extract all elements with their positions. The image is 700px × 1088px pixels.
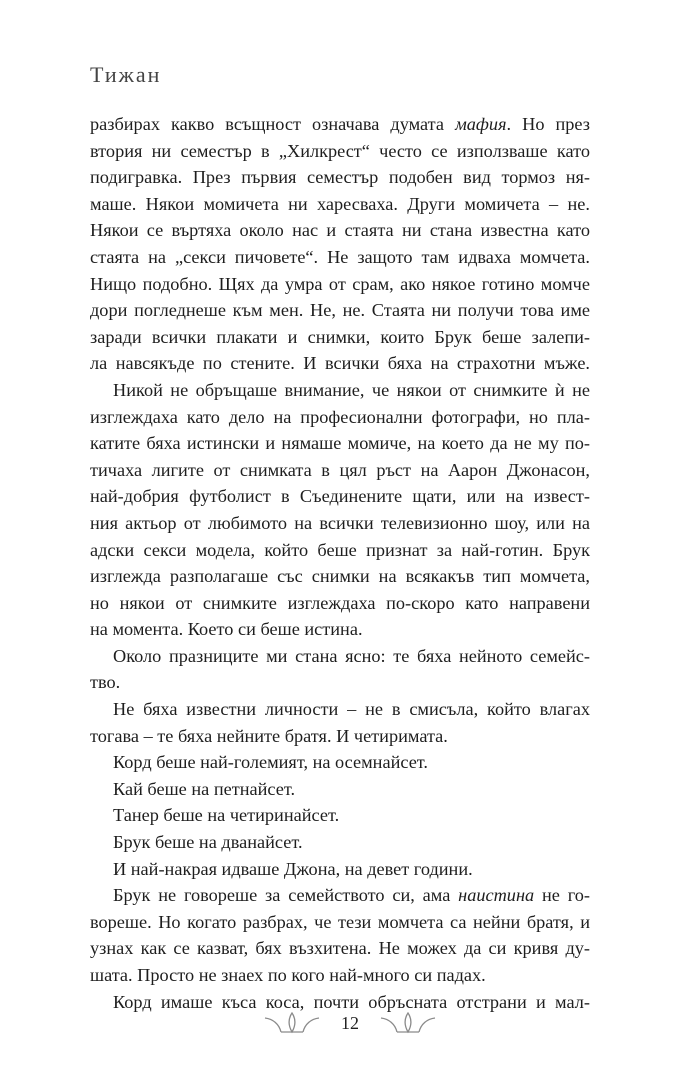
- text-line: маше. Някои момичета ни харесваха. Други момичета – не.: [90, 193, 590, 214]
- text-line: Около празниците ми стана ясно: те бяха нейното семейс-: [113, 645, 590, 666]
- text-line: Нищо подобно. Щях да умра от срам, ако някое готино момче: [90, 273, 590, 294]
- text-line: вореше. Но когато разбрах, че тези момчета са нейни братя, и: [90, 911, 590, 932]
- body-text: [90, 111, 590, 1015]
- text-line: втория ни семестър в „Хилкрест“ често се използваше като: [90, 140, 590, 161]
- text-line: Някои се въртяха около нас и стаята ни стана известна като: [90, 220, 590, 241]
- text-line: разбирах какво всъщност означава думата мафия. Но през: [90, 114, 590, 134]
- text-line: но някои от снимките изглеждаха по-скоро като направени: [90, 592, 590, 613]
- page-number: 12: [341, 1012, 359, 1033]
- text-line: тичаха лигите от снимката в цял ръст на Аарон Джонасон,: [90, 459, 590, 480]
- text-line: най-добрия футболист в Съединените щати, или на извест-: [90, 486, 590, 507]
- text-line: подигравка. През първия семестър подобен вид тормоз ня-: [90, 167, 590, 188]
- text-line: И най-накрая идваше Джона, на девет години.: [113, 858, 473, 879]
- text-line: Кай беше на петнайсет.: [113, 778, 296, 799]
- text-line: Брук не говореше за семейството си, ама наистина не го-: [113, 885, 590, 906]
- page-footer: [0, 1010, 700, 1036]
- text-line: Не бяха известни личности – не в смисъла, който влагах: [113, 699, 590, 720]
- text-line: тво.: [90, 672, 121, 693]
- text-line: катите бяха истински и нямаше момиче, на което да не му по-: [90, 433, 590, 454]
- text-line: стаята на „секси пичовете“. Не защото там идваха момчета.: [90, 246, 590, 267]
- text-line: Танер беше на четиринайсет.: [113, 805, 340, 826]
- text-line: шата. Просто не знаех по кого най-много си падах.: [90, 965, 486, 985]
- running-header: Тижан: [90, 62, 162, 87]
- fleuron-right-icon: [373, 1010, 443, 1036]
- text-line: ния актьор от любимото на всички телевизионно шоу, или на: [90, 512, 590, 533]
- text-line: Никой не обръщаше внимание, че някои от снимките ѝ не: [113, 379, 590, 400]
- text-line: изглеждаха като дело на професионални фотографи, но пла-: [90, 406, 590, 427]
- text-line: Брук беше на дванайсет.: [113, 832, 303, 853]
- text-line: ла навсякъде по стените. И всички бяха на страхотни мъже.: [90, 353, 590, 374]
- text-line: адски секси модела, който беше признат за най-готин. Брук: [90, 539, 590, 560]
- text-line: дори погледнеше към мен. Не, не. Стаята ни получи това име: [90, 300, 590, 321]
- text-line: Корд имаше къса коса, почти обръсната отстрани и мал-: [113, 991, 590, 1012]
- text-line: заради всички плакати и снимки, които Брук беше залепи-: [90, 326, 590, 347]
- text-line: узнах как се казват, бях възхитена. Не можех да си кривя ду-: [90, 938, 590, 959]
- text-line: тогава – те бяха нейните братя. И четиримата.: [90, 725, 448, 746]
- text-line: на момента. Което си беше истина.: [90, 619, 363, 640]
- fleuron-left-icon: [257, 1010, 327, 1036]
- text-line: изглежда разполагаше със снимки на всякакъв тип момчета,: [90, 566, 590, 587]
- text-line: Корд беше най-големият, на осемнайсет.: [113, 752, 428, 773]
